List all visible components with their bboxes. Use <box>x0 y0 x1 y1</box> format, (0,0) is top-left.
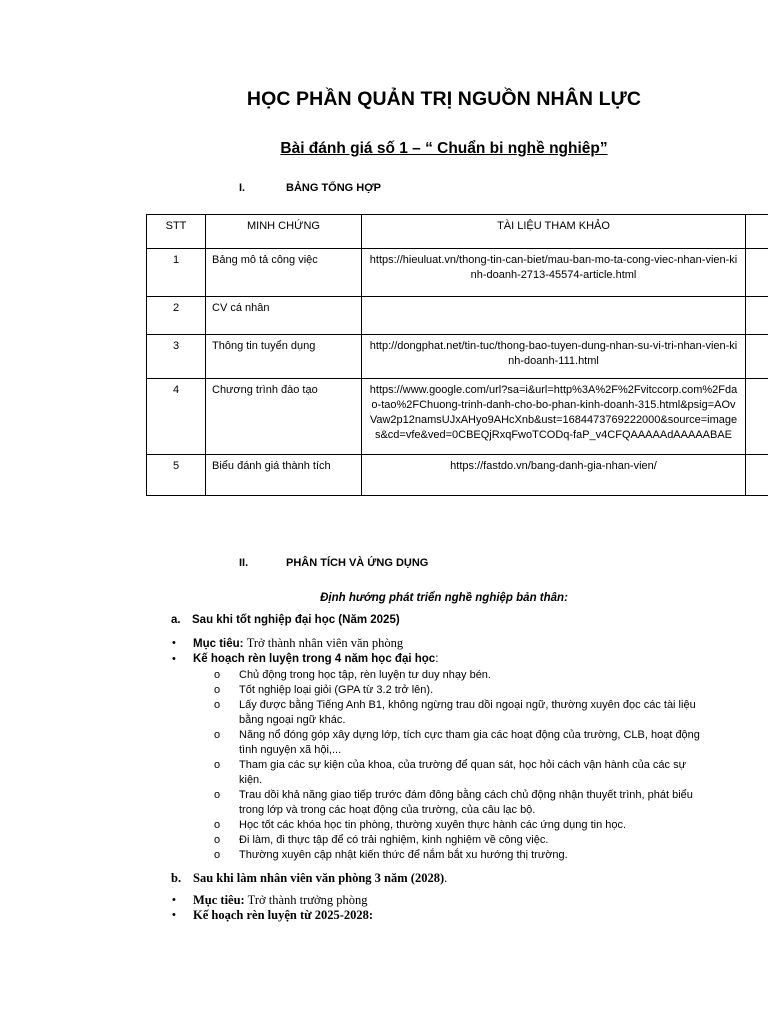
list-item-text: Thường xuyên cập nhật kiến thức để nắm bắt xu hướng thị trường. <box>239 849 568 861</box>
bullet-icon: • <box>172 894 176 906</box>
part-a-goal-text: Trở thành nhân viên văn phòng <box>246 636 404 650</box>
cell-evidence: Chương trình đào tạo <box>206 379 362 455</box>
part-b-heading: Sau khi làm nhân viên văn phòng 3 năm (2028) <box>193 871 445 885</box>
part-a-plan-list <box>214 668 704 863</box>
cell-extra <box>746 335 768 379</box>
list-item-text: Đi làm, đi thực tập để có trải nghiệm, kinh nghiệm về công việc. <box>239 834 549 846</box>
section-2-number: II. <box>239 557 249 569</box>
table-row <box>147 297 768 335</box>
part-a-letter: a. <box>171 614 181 626</box>
cell-extra <box>746 297 768 335</box>
cell-reference-link[interactable]: https://fastdo.vn/bang-danh-gia-nhan-vien/ <box>362 455 746 496</box>
cell-extra <box>746 455 768 496</box>
list-item-text: Chủ động trong học tập, rèn luyện tư duy nhạy bén. <box>239 669 491 681</box>
part-b-letter: b. <box>171 871 182 885</box>
bullet-icon: • <box>172 637 176 649</box>
cell-evidence: Bảng mô tả công việc <box>206 249 362 297</box>
list-item <box>214 683 704 698</box>
section-1-title: BẢNG TỔNG HỢP <box>286 182 381 194</box>
list-item <box>214 728 704 758</box>
header-stt: STT <box>147 215 206 249</box>
part-b-plan-label: Kế hoạch rèn luyện từ 2025-2028: <box>193 908 374 922</box>
table-row <box>147 455 768 496</box>
cell-reference-link[interactable]: http://dongphat.net/tin-tuc/thong-bao-tuyen-dung-nhan-su-vi-tri-nhan-vien-kinh-doanh-111.html <box>362 335 746 379</box>
cell-extra <box>746 249 768 297</box>
list-item-text: Trau dồi khả năng giao tiếp trước đám đông bằng cách chủ động nhận thuyết trình, phát biểu trong lớp và trong các hoạt động của trường, của câu lạc bộ. <box>239 789 693 816</box>
cell-stt: 3 <box>147 335 206 379</box>
part-b-heading-line <box>193 871 447 886</box>
table-row <box>147 249 768 297</box>
header-evidence: MINH CHỨNG <box>206 215 362 249</box>
header-extra <box>746 215 768 249</box>
cell-stt: 1 <box>147 249 206 297</box>
circle-bullet-icon: o <box>214 819 221 831</box>
part-a-heading: Sau khi tốt nghiệp đại học (Năm 2025) <box>192 614 400 626</box>
circle-bullet-icon: o <box>214 834 221 846</box>
part-b-heading-end: . <box>444 871 448 885</box>
part-a-goal <box>193 636 403 652</box>
cell-stt: 5 <box>147 455 206 496</box>
document-title: HỌC PHẦN QUẢN TRỊ NGUỒN NHÂN LỰC <box>246 88 642 110</box>
table-header-row <box>147 215 768 249</box>
list-item <box>214 833 704 848</box>
part-a-plan-label: Kế hoạch rèn luyện trong 4 năm học đại học <box>193 653 436 665</box>
part-a-goal-label: Mục tiêu: <box>193 638 244 650</box>
list-item-text: Học tốt các khóa học tin phòng, thường xuyên thực hành các ứng dụng tin học. <box>239 819 627 831</box>
circle-bullet-icon: o <box>214 684 221 696</box>
cell-extra <box>746 379 768 455</box>
cell-stt: 2 <box>147 297 206 335</box>
circle-bullet-icon: o <box>214 669 221 681</box>
bullet-icon: • <box>172 909 176 921</box>
cell-evidence: Thông tin tuyển dụng <box>206 335 362 379</box>
cell-evidence: Biểu đánh giá thành tích <box>206 455 362 496</box>
list-item-text: Lấy được bằng Tiếng Anh B1, không ngừng trau dồi ngoại ngữ, thường xuyên đọc các tài liệu bằng ngoại ngữ khác. <box>239 699 696 726</box>
list-item-text: Tham gia các sự kiện của khoa, của trường để quan sát, học hỏi cách vận hành của các sự kiện. <box>239 759 686 786</box>
list-item-text: Tốt nghiệp loại giỏi (GPA từ 3.2 trở lên). <box>239 684 434 696</box>
list-item <box>214 668 704 683</box>
header-reference: TÀI LIỆU THAM KHẢO <box>362 215 746 249</box>
part-b-goal-text: Trở thành trưởng phòng <box>247 893 368 907</box>
circle-bullet-icon: o <box>214 729 221 741</box>
bullet-icon: • <box>172 653 176 665</box>
part-b-goal <box>193 893 368 908</box>
table-row <box>147 335 768 379</box>
cell-evidence: CV cá nhân <box>206 297 362 335</box>
summary-table <box>146 214 768 496</box>
part-a-plan <box>193 652 438 667</box>
list-item-text: Năng nổ đóng góp xây dựng lớp, tích cực tham gia các hoạt động của trường, CLB, hoạt động tình nguyện xã hội,... <box>239 729 700 756</box>
circle-bullet-icon: o <box>214 759 221 771</box>
cell-reference-link[interactable]: https://www.google.com/url?sa=i&url=http%3A%2F%2Fvitccorp.com%2Fdao-tao%2FChuong-trinh-danh-cho-bo-phan-kinh-doanh-315.html&psig=AOvVaw2p12namsUJxAHyo9AHcXnb&ust=1684473769222000&source=images&cd=vfe&ved=0CBEQjRxqFwoTCODq-faP_v4CFQAAAAAdAAAAABAE <box>362 379 746 455</box>
list-item <box>214 788 704 818</box>
document-subtitle: Bài đánh giá số 1 – “ Chuẩn bi nghề nghiêp” <box>280 140 608 157</box>
list-item <box>214 758 704 788</box>
circle-bullet-icon: o <box>214 699 221 711</box>
circle-bullet-icon: o <box>214 849 221 861</box>
cell-stt: 4 <box>147 379 206 455</box>
orientation-heading: Định hướng phát triển nghề nghiệp bản thân: <box>320 592 568 604</box>
cell-reference-link <box>362 297 746 335</box>
circle-bullet-icon: o <box>214 789 221 801</box>
table-row <box>147 379 768 455</box>
cell-reference-link[interactable]: https://hieuluat.vn/thong-tin-can-biet/mau-ban-mo-ta-cong-viec-nhan-vien-kinh-doanh-2713-45574-article.html <box>362 249 746 297</box>
list-item <box>214 818 704 833</box>
list-item <box>214 848 704 863</box>
section-2-title: PHÂN TÍCH VÀ ỨNG DỤNG <box>286 557 429 569</box>
part-a-plan-colon: : <box>435 653 439 665</box>
section-1-number: I. <box>239 182 246 194</box>
list-item <box>214 698 704 728</box>
part-b-goal-label: Mục tiêu: <box>193 893 245 907</box>
